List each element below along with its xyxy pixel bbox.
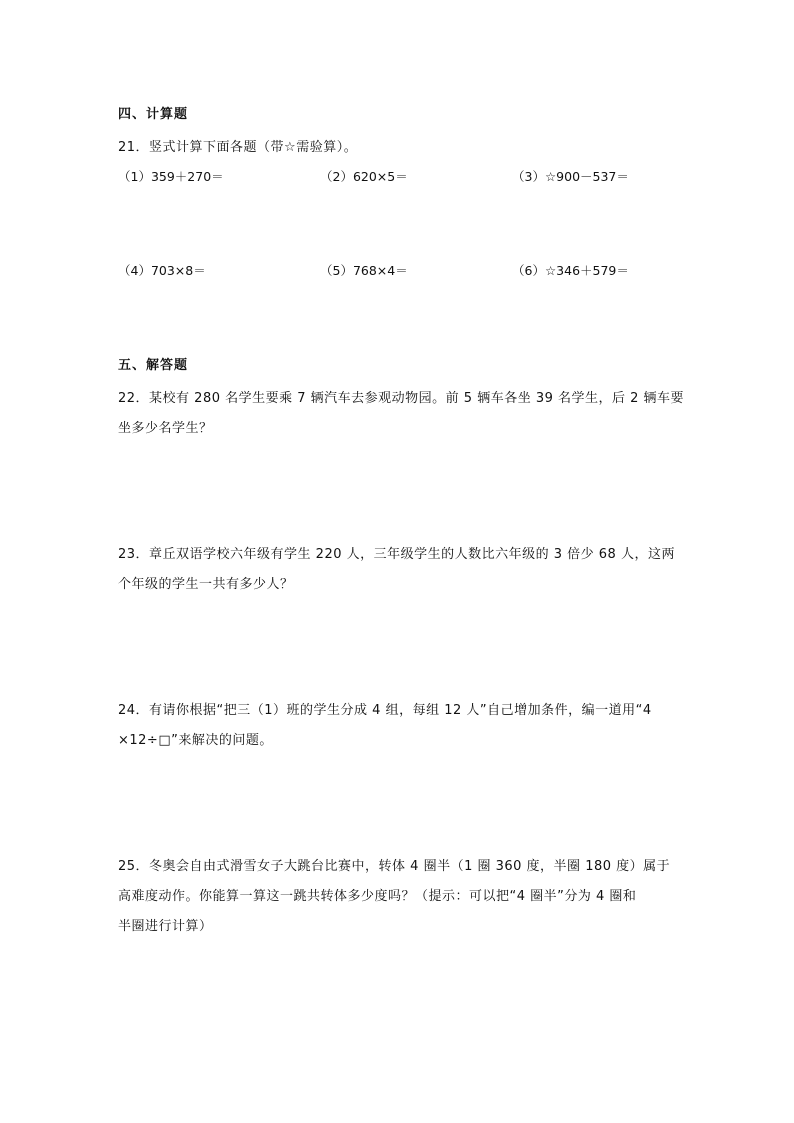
question-21-prompt: 21．竖式计算下面各题（带☆需验算）。 bbox=[118, 140, 358, 155]
calc-item-3: （3）☆900－537＝ bbox=[512, 169, 629, 184]
question-24-line-1: 24．有请你根据“把三（1）班的学生分成 4 组，每组 12 人”自己增加条件，编一道用“4 bbox=[118, 703, 652, 718]
section-title-word-problems: 五、解答题 bbox=[118, 358, 189, 373]
question-25-line-3: 半圈进行计算） bbox=[118, 919, 213, 934]
question-23-line-1: 23．章丘双语学校六年级有学生 220 人，三年级学生的人数比六年级的 3 倍少 68 人，这两 bbox=[118, 547, 675, 562]
calc-item-6: （6）☆346＋579＝ bbox=[512, 263, 629, 278]
question-25-line-1: 25．冬奥会自由式滑雪女子大跳台比赛中，转体 4 圈半（1 圈 360 度，半圈 180 度）属于 bbox=[118, 859, 671, 874]
calc-item-2: （2）620×5＝ bbox=[320, 169, 408, 184]
section-title-calculation: 四、计算题 bbox=[118, 107, 189, 122]
calc-item-4: （4）703×8＝ bbox=[118, 263, 206, 278]
question-24-line-2: ×12÷□”来解决的问题。 bbox=[118, 733, 273, 748]
question-25-line-2: 高难度动作。你能算一算这一跳共转体多少度吗？（提示：可以把“4 圈半”分为 4 圈和 bbox=[118, 889, 637, 904]
question-23-line-2: 个年级的学生一共有多少人？ bbox=[118, 577, 294, 592]
question-22-line-2: 坐多少名学生？ bbox=[118, 421, 213, 436]
calc-item-1: （1）359＋270＝ bbox=[118, 169, 224, 184]
calc-item-5: （5）768×4＝ bbox=[320, 263, 408, 278]
question-22-line-1: 22．某校有 280 名学生要乘 7 辆汽车去参观动物园。前 5 辆车各坐 39 名学生，后 2 辆车要 bbox=[118, 391, 685, 406]
